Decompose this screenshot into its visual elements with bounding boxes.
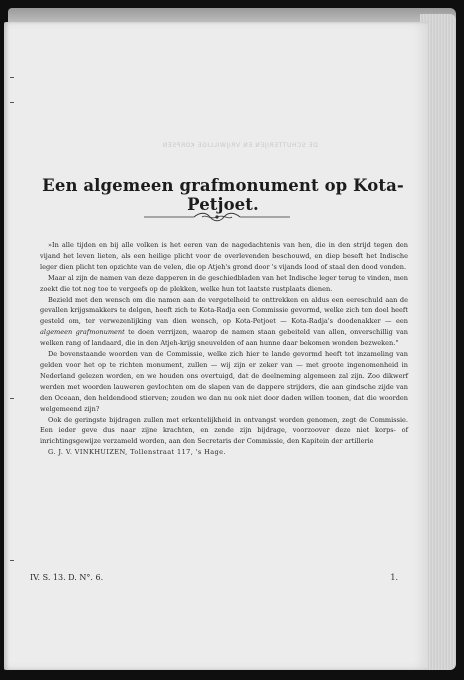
ornament-divider-icon: [142, 210, 292, 224]
margin-mark: [10, 77, 14, 78]
article-body: [40, 240, 408, 458]
paragraph: Ook de geringste bijdragen zullen met erkentelijkheid in ontvangst worden genomen, zegt de Commissie. Een ieder geve dus naar zijne krachten, en zende zijn bijdrage, voorzoover deze niet korps- of inrichtingsgewijze verzameld worden, aan den Secretaris der Commissie, den Kapitein der artillerie: [40, 415, 408, 446]
paragraph: De bovenstaande woorden van de Commissie, welke zich hier te lande gevormd heeft tot inzameling van gelden voor het op te richten monument, zullen — wij zijn er zeker van — met groote ingenomenheid in Nederland gelezen worden, en we houden ons overtuigd, dat de deelneming algemeen zal zijn. Zoo dikwerf werden met woorden lauweren gevlochten om de slapen van de dappere strijders, die aan gindsche zijde van den Oceaan, den heldendood stierven; zouden we dan nu ook niet door daden willen toonen, dat die woorden welgemeend zijn?: [40, 350, 408, 413]
paragraph-text: Bezield met den wensch om die namen aan de vergetelheid te onttrekken en aldus een eereschuld aan de gevallen krijgsmakkers te delgen, heeft zich te Kota-Radja een Commissie gevormd, welke zich ten doel heeft gesteld om, ter verwezenlijking van dien wensch, op Kota-Petjoet — Kota-Radja's doodenakker — een: [40, 295, 408, 326]
paragraph: Maar al zijn de namen van deze dapperen in de geschiedbladen van het Indische leger terug te vinden, men zoekt die tot nog toe te vergeefs op de plekken, welke hun tot laatste rustplaats dienen.: [40, 273, 408, 293]
paragraph-text: te doen verrijzen, waarop de namen staan gebeiteld van allen, onverschillig van welken rang of landaard, die in den Atjeh-krijg sneuvelden of aan hunne daar bekomen wonden bezweken.": [40, 328, 408, 348]
paragraph: [40, 295, 408, 350]
bleed-through-text: DE SCHUTTERIJEN EN VRIJWILLIGE KORPSEN: [162, 142, 318, 149]
page-number: 1.: [390, 573, 398, 582]
emphasized-phrase: algemeen grafmonument: [40, 328, 125, 337]
paragraph: »In alle tijden en bij alle volken is het eeren van de nagedachtenis van hen, die in den strijd tegen den vijand het leven lieten, als een heilige plicht voor de overlevenden beschouwd, en diep beseft het Indische leger dien plicht ten opzichte van de velen, die op Atjeh's grond door 's vijands lood of staal den dood vonden.: [40, 241, 408, 271]
margin-mark: [10, 398, 14, 399]
margin-mark: [10, 102, 14, 103]
signature-mark: IV. S. 13. D. N°. 6.: [30, 573, 104, 582]
paragraph: G. J. V. VINKHUIZEN, Tollenstraat 117, 's Hage.: [48, 448, 226, 457]
page-title: Een algemeen grafmonument op Kota-Petjoet.: [42, 176, 404, 214]
margin-mark: [10, 560, 14, 561]
